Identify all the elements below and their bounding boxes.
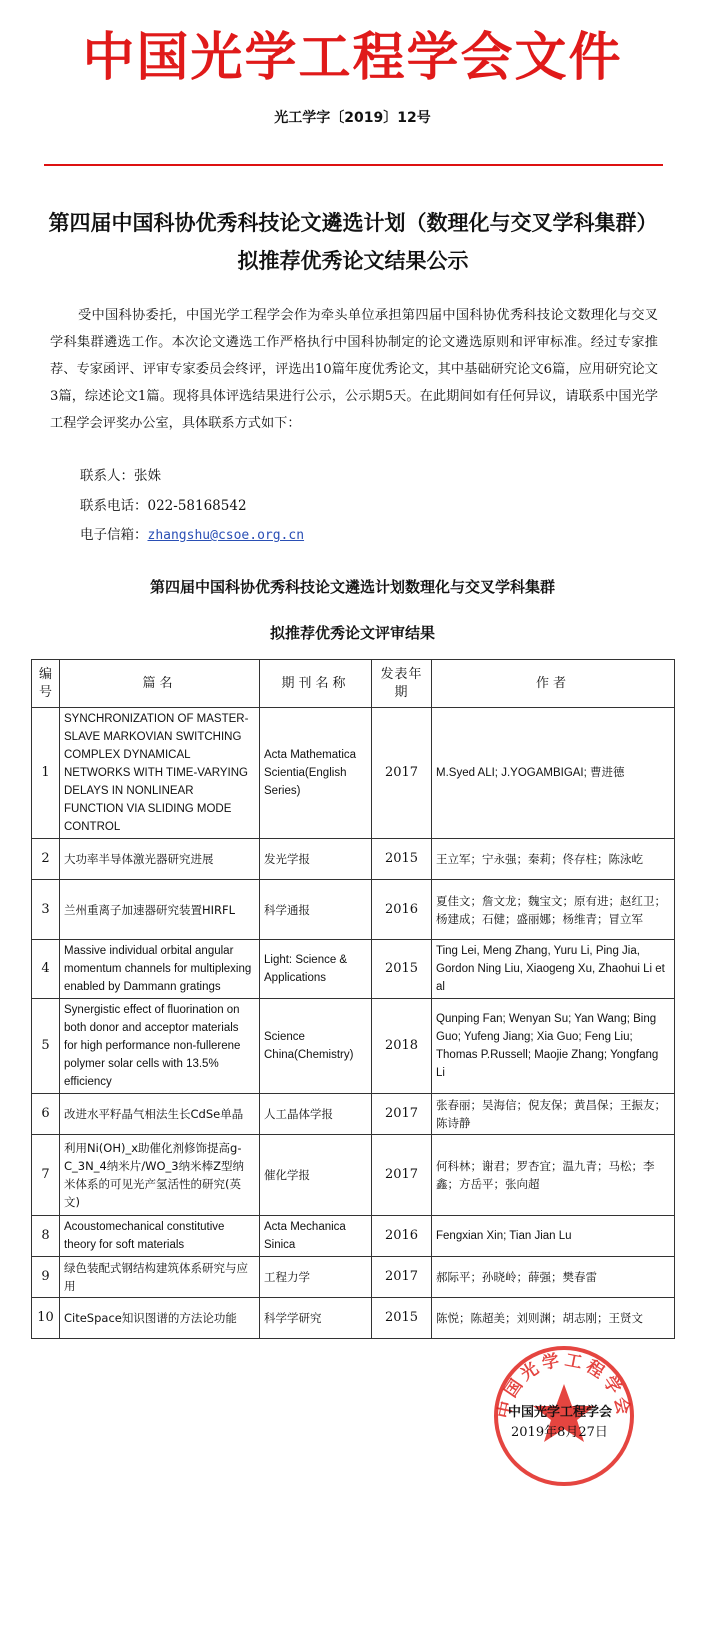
- header-year: 发表年期: [372, 660, 432, 708]
- row-year: 2017: [372, 1094, 432, 1135]
- row-title: 兰州重离子加速器研究装置HIRFL: [60, 880, 260, 940]
- row-year: 2015: [372, 940, 432, 999]
- row-authors: Ting Lei, Meng Zhang, Yuru Li, Ping Jia, Gordon Ning Liu, Xiaogeng Xu, Zhaohui Li et al: [432, 940, 675, 999]
- row-title: Massive individual orbital angular momentum channels for multiplexing enabled by Dammann gratings: [60, 940, 260, 999]
- row-year: 2016: [372, 880, 432, 940]
- row-journal: 科学通报: [260, 880, 372, 940]
- contact-email-label: 电子信箱：: [80, 527, 148, 543]
- header-journal: 期刊名称: [260, 660, 372, 708]
- body-paragraph: 受中国科协委托，中国光学工程学会作为牵头单位承担第四届中国科协优秀科技论文数理化与交叉学科集群遴选工作。本次论文遴选工作严格执行中国科协制定的论文遴选原则和评审标准。经过专家推荐、专家函评、评审专家委员会终评，评选出10篇年度优秀论文，其中基础研究论文6篇，应用研究论文3篇，综述论文1篇。现将具体评选结果进行公示，公示期5天。在此期间如有任何异议，请联系中国光学工程学会评奖办公室，具体联系方式如下：: [50, 308, 658, 431]
- red-divider: [44, 164, 663, 166]
- row-number: 8: [32, 1216, 60, 1257]
- row-number: 6: [32, 1094, 60, 1135]
- contact-email: [80, 525, 304, 546]
- row-year: 2017: [372, 708, 432, 839]
- table-row: [32, 1135, 675, 1216]
- row-number: 9: [32, 1257, 60, 1298]
- header-authors: 作者: [432, 660, 675, 708]
- announcement-title: 第四届中国科协优秀科技论文遴选计划（数理化与交叉学科集群）拟推荐优秀论文结果公示: [48, 211, 658, 273]
- table-row: [32, 940, 675, 999]
- row-number: 10: [32, 1298, 60, 1339]
- table-title-line-1: 第四届中国科协优秀科技论文遴选计划数理化与交叉学科集群: [149, 578, 555, 596]
- row-authors: 郝际平；孙晓岭；薛强；樊春雷: [432, 1257, 675, 1298]
- results-table: [31, 659, 675, 1339]
- row-year: 2018: [372, 999, 432, 1094]
- org-header-title: 中国光学工程学会文件: [82, 28, 623, 88]
- row-journal: 科学学研究: [260, 1298, 372, 1339]
- row-authors: Qunping Fan; Wenyan Su; Yan Wang; Bing Guo; Yufeng Jiang; Xia Guo; Feng Liu; Thomas P.Russell; Maojie Zhang; Yongfang Li: [432, 999, 675, 1094]
- contact-person: [80, 466, 161, 486]
- row-number: 1: [32, 708, 60, 839]
- row-journal: Science China(Chemistry): [260, 999, 372, 1094]
- row-authors: M.Syed ALI; J.YOGAMBIGAI; 曹进德: [432, 708, 675, 839]
- table-title-line-2: 拟推荐优秀论文评审结果: [269, 624, 435, 642]
- row-title: SYNCHRONIZATION OF MASTER-SLAVE MARKOVIAN SWITCHING COMPLEX DYNAMICAL NETWORKS WITH TIME-VARYING DELAYS IN NONLINEAR FUNCTION VIA SLIDING MODE CONTROL: [60, 708, 260, 839]
- row-year: 2015: [372, 839, 432, 880]
- row-title: Synergistic effect of fluorination on both donor and acceptor materials for high performance non-fullerene polymer solar cells with 13.5% efficiency: [60, 999, 260, 1094]
- contact-phone: [80, 496, 247, 516]
- contact-person-value: 张姝: [134, 468, 161, 484]
- table-row: [32, 708, 675, 839]
- contact-email-link[interactable]: zhangshu@csoe.org.cn: [147, 528, 305, 543]
- seal-organization: 中国光学工程学会: [508, 1405, 613, 1420]
- header-title: 篇名: [60, 660, 260, 708]
- table-row: [32, 1216, 675, 1257]
- row-number: 4: [32, 940, 60, 999]
- table-row: [32, 1298, 675, 1339]
- row-number: 3: [32, 880, 60, 940]
- document-number: 光工学字〔2019〕12号: [274, 110, 431, 126]
- row-title: CiteSpace知识图谱的方法论功能: [60, 1298, 260, 1339]
- row-journal: Acta Mathematica Scientia(English Series): [260, 708, 372, 839]
- row-authors: 王立军；宁永强；秦莉；佟存柱；陈泳屹: [432, 839, 675, 880]
- row-authors: 陈悦；陈超美；刘则渊；胡志刚；王贤文: [432, 1298, 675, 1339]
- row-number: 2: [32, 839, 60, 880]
- row-title: 利用Ni(OH)_x助催化剂修饰提高g-C_3N_4纳米片/WO_3纳米棒Z型纳米体系的可见光产氢活性的研究(英文): [60, 1135, 260, 1216]
- table-row: [32, 839, 675, 880]
- row-title: Acoustomechanical constitutive theory for soft materials: [60, 1216, 260, 1257]
- seal-ring-text: 中国光学工程学会: [494, 1350, 634, 1421]
- row-title: 改进水平籽晶气相法生长CdSe单晶: [60, 1094, 260, 1135]
- row-year: 2015: [372, 1298, 432, 1339]
- row-journal: 人工晶体学报: [260, 1094, 372, 1135]
- row-authors: Fengxian Xin; Tian Jian Lu: [432, 1216, 675, 1257]
- row-title: 绿色装配式钢结构建筑体系研究与应用: [60, 1257, 260, 1298]
- row-authors: 何科林；谢君；罗杏宜；温九青；马松；李鑫；方岳平；张向超: [432, 1135, 675, 1216]
- contact-phone-label: 联系电话：: [80, 498, 148, 514]
- row-number: 7: [32, 1135, 60, 1216]
- row-authors: 夏佳文；詹文龙；魏宝文；原有进；赵红卫；杨建成；石健；盛丽娜；杨维青；冒立军: [432, 880, 675, 940]
- row-journal: 工程力学: [260, 1257, 372, 1298]
- contact-phone-value: 022-58168542: [147, 498, 247, 514]
- row-journal: 发光学报: [260, 839, 372, 880]
- row-title: 大功率半导体激光器研究进展: [60, 839, 260, 880]
- table-row: [32, 1094, 675, 1135]
- row-year: 2016: [372, 1216, 432, 1257]
- table-row: [32, 880, 675, 940]
- row-journal: 催化学报: [260, 1135, 372, 1216]
- seal-date: 2019年8月27日: [511, 1425, 608, 1440]
- table-header-row: [32, 660, 675, 708]
- row-authors: 张春丽；吴海信；倪友保；黄昌保；王振友；陈诗静: [432, 1094, 675, 1135]
- row-year: 2017: [372, 1257, 432, 1298]
- row-journal: Light: Science & Applications: [260, 940, 372, 999]
- table-row: [32, 1257, 675, 1298]
- row-journal: Acta Mechanica Sinica: [260, 1216, 372, 1257]
- table-row: [32, 999, 675, 1094]
- contact-person-label: 联系人：: [80, 468, 134, 484]
- row-number: 5: [32, 999, 60, 1094]
- header-number: 编号: [32, 660, 60, 708]
- row-year: 2017: [372, 1135, 432, 1216]
